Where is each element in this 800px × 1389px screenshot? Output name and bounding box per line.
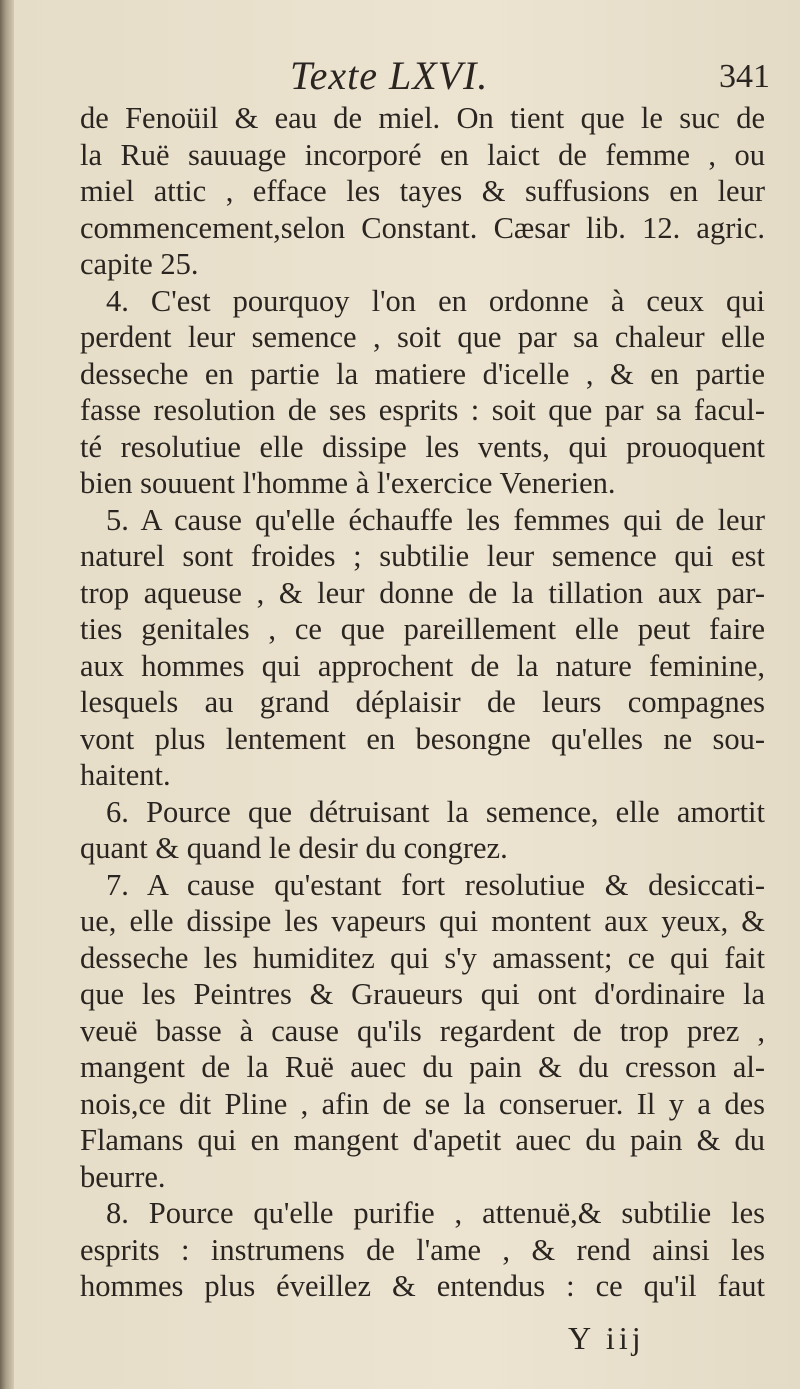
text-line: quant & quand le desir du congrez. [80, 831, 508, 865]
page-footer [80, 1320, 765, 1370]
text-line: 8. Pource qu'elle purifie , attenuë,& subtilie les [106, 1196, 765, 1230]
text-line: ties genitales , ce que pareillement elle peut faire [80, 612, 765, 646]
text-line: 6. Pource que détruisant la semence, elle amortit [106, 794, 765, 829]
text-body [80, 100, 765, 1305]
text-line: vont plus lentement en besongne qu'elles ne sou- [80, 721, 765, 756]
text-line: té resolutiue elle dissipe les vents, qui prouoquent [80, 429, 765, 464]
text-line: 7. A cause qu'estant fort resolutiue & desiccati- [106, 867, 765, 902]
text-line: hommes plus éveillez & entendus : ce qu'il faut [80, 1269, 765, 1303]
text-line: desseche en partie la matiere d'icelle , & en partie [80, 356, 765, 391]
text-line: Flamans qui en mangent d'apetit auec du pain & du [80, 1123, 765, 1157]
text-line: fasse resolution de ses esprits : soit que par sa facul- [80, 393, 765, 427]
text-line: commencement,selon Constant. Cæsar lib. 12. agric. [80, 210, 765, 245]
running-title: Texte LXVI. [290, 53, 489, 98]
text-line: perdent leur semence , soit que par sa chaleur elle [80, 320, 765, 354]
text-line: haitent. [80, 758, 171, 792]
page-spine-shadow [0, 0, 14, 1389]
text-line: de Fenoüil & eau de miel. On tient que le suc de [80, 101, 765, 135]
text-line: 4. C'est pourquoy l'on en ordonne à ceux qui [106, 283, 765, 318]
text-line: beurre. [80, 1159, 166, 1194]
text-line: 5. A cause qu'elle échauffe les femmes qui de leur [106, 502, 765, 537]
text-line: trop aqueuse , & leur donne de la tillation aux par- [80, 575, 765, 610]
page-number: 341 [719, 58, 770, 95]
text-line: la Ruë sauuage incorporé en laict de femme , ou [80, 137, 765, 172]
text-line: naturel sont froides ; subtilie leur semence qui est [80, 539, 765, 573]
text-line: capite 25. [80, 247, 199, 281]
text-line: bien souuent l'homme à l'exercice Venerien. [80, 466, 616, 500]
text-line: desseche les humiditez qui s'y amassent; ce qui fait [80, 940, 765, 975]
signature-mark: Y iij [568, 1320, 645, 1356]
text-line: lesquels au grand déplaisir de leurs compagnes [80, 685, 765, 719]
text-line: nois,ce dit Pline , afin de se la conseruer. Il y a des [80, 1086, 765, 1121]
text-line: aux hommes qui approchent de la nature feminine, [80, 648, 765, 683]
text-line: veuë basse à cause qu'ils regardent de trop prez , [80, 1013, 765, 1048]
text-line: esprits : instrumens de l'ame , & rend ainsi les [80, 1232, 765, 1267]
page-header [80, 52, 770, 102]
text-line: ue, elle dissipe les vapeurs qui montent aux yeux, & [80, 904, 765, 938]
text-line: mangent de la Ruë auec du pain & du cresson al- [80, 1050, 765, 1084]
text-line: miel attic , efface les tayes & suffusions en leur [80, 174, 765, 208]
text-line: que les Peintres & Graueurs qui ont d'ordinaire la [80, 977, 765, 1011]
